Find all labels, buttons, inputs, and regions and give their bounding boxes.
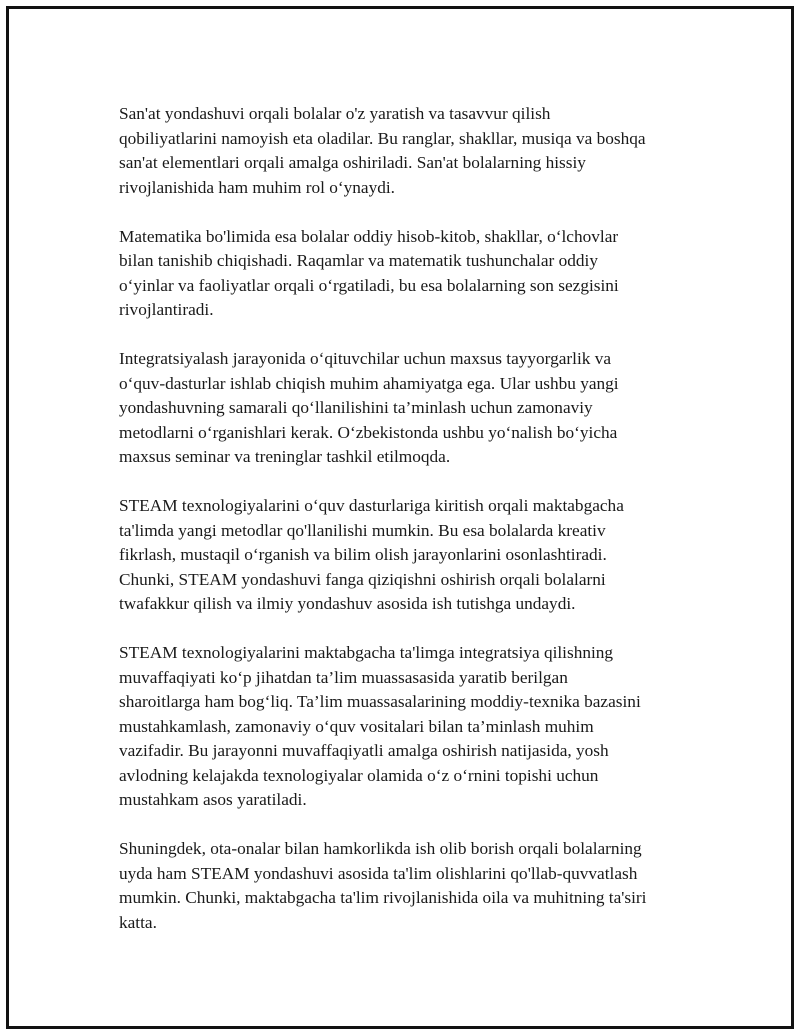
text-line: qobiliyatlarini namoyish eta oladilar. Bu ranglar, shakllar, musiqa va boshqa [119,128,646,148]
paragraph-math [119,225,719,323]
text-line: metodlarni o‘rganishlari kerak. O‘zbekistonda ushbu yo‘nalish bo‘yicha [119,422,618,442]
text-line: Matematika bo'limida esa bolalar oddiy hisob-kitob, shakllar, o‘lchovlar [119,226,619,246]
text-line: Shuningdek, ota-onalar bilan hamkorlikda ish olib borish orqali bolalarning [119,839,642,858]
text-line: katta. [119,912,157,932]
paragraph-integration [119,347,719,470]
text-line: avlodning kelajakda texnologiyalar olamida o‘z o‘rnini topishi uchun [119,765,599,785]
text-line: muvaffaqiyati ko‘p jihatdan ta’lim muassasasida yaratib berilgan [119,667,568,687]
text-line: uyda ham STEAM yondashuvi asosida ta'lim olishlarini qo'llab-quvvatlash [119,863,638,883]
text-line: vazifadir. Bu jarayonni muvaffaqiyatli amalga oshirish natijasida, yosh [119,741,609,760]
text-line: STEAM texnologiyalarini o‘quv dasturlariga kiritish orqali maktabgacha [119,496,624,515]
text-line: ta'limda yangi metodlar qo'llanilishi mumkin. Bu esa bolalarda kreativ [119,520,606,540]
text-line: fikrlash, mustaqil o‘rganish va bilim olish jarayonlarini osonlashtiradi. [119,545,607,564]
paragraph-steam-success [119,641,719,813]
text-line: Integratsiyalash jarayonida o‘qituvchilar uchun maxsus tayyorgarlik va [119,349,612,368]
paragraph-steam-curriculum [119,494,719,617]
text-line: STEAM texnologiyalarini maktabgacha ta'limga integratsiya qilishning [119,643,614,662]
text-line: San'at yondashuvi orqali bolalar o'z yaratish va tasavvur qilish [119,104,551,123]
page-frame [6,6,794,1029]
text-line: mustahkam asos yaratiladi. [119,790,307,809]
text-line: rivojlanishida ham muhim rol o‘ynaydi. [119,177,395,197]
text-line: o‘quv-dasturlar ishlab chiqish muhim ahamiyatga ega. Ular ushbu yangi [119,373,619,393]
text-line: san'at elementlari orqali amalga oshiriladi. San'at bolalarning hissiy [119,153,586,172]
text-line: yondashuvning samarali qo‘llanilishini ta’minlash uchun zamonaviy [119,398,593,417]
text-line: mustahkamlash, zamonaviy o‘quv vositalari bilan ta’minlash muhim [119,716,594,736]
text-line: mumkin. Chunki, maktabgacha ta'lim rivojlanishida oila va muhitning ta'siri [119,888,647,907]
paragraph-art [119,102,719,200]
text-line: bilan tanishib chiqishadi. Raqamlar va matematik tushunchalar oddiy [119,251,598,270]
text-line: o‘yinlar va faoliyatlar orqali o‘rgatiladi, bu esa bolalarning son sezgisini [119,275,619,295]
text-line: rivojlantiradi. [119,300,214,319]
paragraph-parents [119,837,719,935]
text-line: sharoitlarga ham bog‘liq. Ta’lim muassasalarining moddiy-texnika bazasini [119,692,641,711]
text-line: maxsus seminar va treninglar tashkil etilmoqda. [119,447,451,466]
document-body [119,102,719,960]
text-line: twafakkur qilish va ilmiy yondashuv asosida ish tutishga undaydi. [119,594,576,613]
text-line: Chunki, STEAM yondashuvi fanga qiziqishni oshirish orqali bolalarni [119,569,606,589]
